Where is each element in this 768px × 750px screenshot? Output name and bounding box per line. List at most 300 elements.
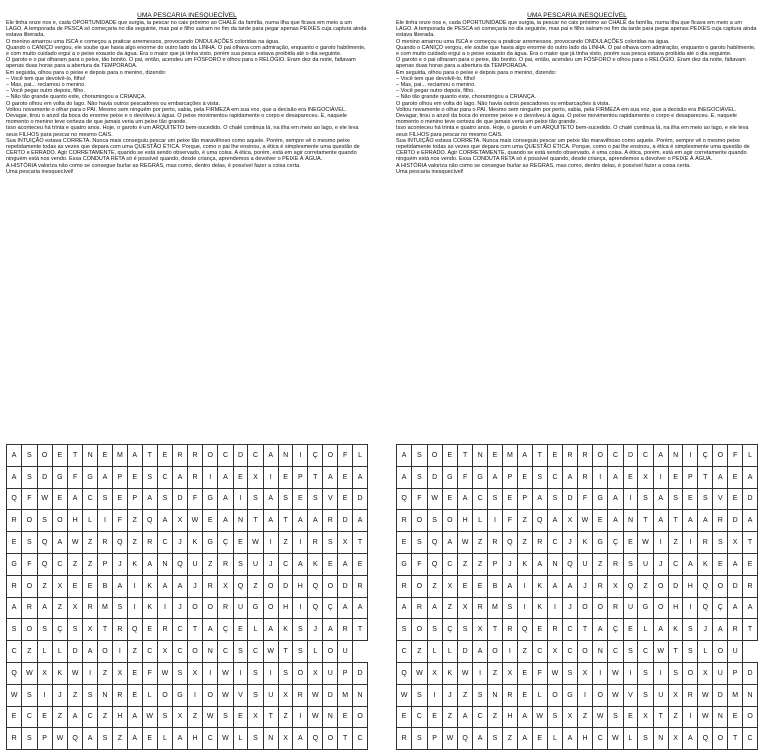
grid-cell: C: [397, 641, 412, 663]
grid-cell: C: [248, 641, 263, 663]
grid-cell: K: [142, 597, 157, 619]
story-paragraph: – Não tão grande quanto este, choramingou a CRIANÇA.: [396, 94, 537, 101]
grid-cell: A: [218, 510, 233, 532]
grid-cell: T: [68, 445, 83, 467]
grid-cell: Z: [442, 597, 457, 619]
grid-cell: G: [203, 488, 218, 510]
grid-cell: F: [22, 553, 37, 575]
grid-cell: X: [698, 662, 713, 684]
grid-cell: I: [37, 684, 52, 706]
grid-cell: C: [353, 728, 368, 750]
grid-cell: A: [338, 597, 353, 619]
grid-cell: D: [233, 445, 248, 467]
grid-cell: S: [112, 597, 127, 619]
grid-cell: P: [502, 466, 517, 488]
grid-cell: Z: [458, 684, 473, 706]
grid-cell: X: [638, 706, 653, 728]
grid-cell: G: [203, 532, 218, 554]
grid-cell: A: [173, 575, 188, 597]
grid-cell: A: [142, 488, 157, 510]
grid-cell: I: [203, 662, 218, 684]
grid-cell: S: [22, 532, 37, 554]
grid-cell: A: [743, 466, 758, 488]
grid-cell: T: [278, 641, 293, 663]
grid-cell: Q: [308, 597, 323, 619]
grid-cell: K: [668, 619, 683, 641]
grid-cell: S: [293, 619, 308, 641]
grid-cell: R: [187, 445, 202, 467]
grid-cell: S: [683, 619, 698, 641]
grid-cell: R: [577, 445, 592, 467]
grid-cell: I: [233, 488, 248, 510]
grid-cell: I: [293, 532, 308, 554]
grid-cell: L: [547, 728, 562, 750]
grid-cell: N: [157, 553, 172, 575]
grid-cell: T: [743, 532, 758, 554]
story-title: UMA PESCARIA INESQUECÍVEL: [527, 12, 627, 19]
grid-row: [7, 553, 368, 575]
grid-cell: A: [293, 510, 308, 532]
grid-cell: D: [173, 488, 188, 510]
grid-cell: S: [412, 728, 427, 750]
grid-cell: B: [98, 575, 113, 597]
grid-cell: D: [278, 575, 293, 597]
grid-cell: O: [713, 445, 728, 467]
grid-cell: Z: [668, 706, 683, 728]
grid-cell: A: [127, 728, 142, 750]
grid-cell: S: [488, 488, 503, 510]
grid-cell: E: [157, 445, 172, 467]
grid-cell: A: [127, 706, 142, 728]
grid-cell: W: [608, 662, 623, 684]
grid-cell: O: [743, 706, 758, 728]
grid-cell: L: [743, 445, 758, 467]
story-paragraph: Ele tinha onze nos e, cada OPORTUNIDADE que surgia, ia pescar no cais próximo ao CHALÉ da família, numa ilha que ficava em meio a um LAGO. A temporada de PESCA só começaria no dia seguinte, mas pai e filho saíram no fim da tarde para pegar apenas PEIXES cuja captura ainda estava liberada.: [6, 20, 368, 39]
grid-cell: W: [157, 662, 172, 684]
grid-row: [397, 445, 758, 467]
grid-cell: S: [248, 684, 263, 706]
grid-cell: K: [577, 532, 592, 554]
grid-cell: Q: [308, 575, 323, 597]
story-paragraph: – Você tem que devolvê-lo, filho!: [6, 75, 86, 82]
grid-row: [7, 619, 368, 641]
grid-cell: A: [7, 466, 22, 488]
grid-cell: G: [7, 553, 22, 575]
grid-cell: Q: [37, 553, 52, 575]
grid-cell: W: [458, 532, 473, 554]
grid-cell: J: [112, 553, 127, 575]
grid-cell: R: [713, 510, 728, 532]
grid-cell: K: [698, 553, 713, 575]
grid-cell: E: [668, 466, 683, 488]
story-paragraph: Ele tinha onze nos e, cada OPORTUNIDADE que surgia, ia pescar no cais próximo ao CHALÉ da família, numa ilha que ficava em meio a um LAGO. A temporada de PESCA só começaria no dia seguinte, mas pai e filho saíram no fim da tarde para pegar apenas PEIXES cuja captura ainda estava liberada.: [396, 20, 758, 39]
grid-row: [397, 597, 758, 619]
grid-cell: A: [83, 728, 98, 750]
grid-cell: R: [187, 466, 202, 488]
grid-cell: J: [563, 597, 578, 619]
grid-cell: O: [98, 641, 113, 663]
grid-cell: D: [323, 684, 338, 706]
grid-cell: X: [577, 662, 592, 684]
grid-cell: Z: [127, 641, 142, 663]
grid-cell: C: [22, 706, 37, 728]
grid-cell: Q: [698, 597, 713, 619]
grid-cell: E: [517, 684, 532, 706]
grid-cell: E: [142, 619, 157, 641]
grid-cell: R: [683, 684, 698, 706]
grid-cell: E: [293, 488, 308, 510]
grid-cell: W: [593, 706, 608, 728]
grid-cell: C: [52, 553, 67, 575]
grid-cell: W: [68, 662, 83, 684]
grid-cell: E: [488, 445, 503, 467]
grid-cell: Q: [308, 728, 323, 750]
grid-cell: C: [532, 641, 547, 663]
grid-cell: Z: [37, 575, 52, 597]
grid-cell: Ç: [323, 597, 338, 619]
grid-cell: W: [442, 728, 457, 750]
grid-cell: U: [263, 684, 278, 706]
grid-row: [7, 684, 368, 706]
grid-cell: J: [52, 684, 67, 706]
grid-cell: J: [653, 553, 668, 575]
grid-cell: O: [263, 575, 278, 597]
grid-cell: Z: [112, 728, 127, 750]
grid-cell: A: [293, 553, 308, 575]
grid-cell: O: [683, 662, 698, 684]
grid-cell: S: [427, 619, 442, 641]
grid-cell: O: [713, 641, 728, 663]
grid-cell: X: [187, 662, 202, 684]
grid-cell: I: [653, 662, 668, 684]
grid-cell: X: [563, 706, 578, 728]
grid-cell: E: [68, 575, 83, 597]
grid-cell: I: [593, 662, 608, 684]
grid-cell: R: [338, 619, 353, 641]
grid-cell: G: [397, 553, 412, 575]
grid-cell: E: [397, 532, 412, 554]
grid-cell: L: [248, 619, 263, 641]
grid-cell: S: [608, 706, 623, 728]
grid-cell: M: [502, 445, 517, 467]
grid-cell: Ç: [698, 445, 713, 467]
grid-cell: Z: [668, 532, 683, 554]
grid-cell: A: [608, 510, 623, 532]
grid-cell: H: [68, 510, 83, 532]
grid-row: [397, 728, 758, 750]
grid-cell: W: [263, 641, 278, 663]
grid-cell: I: [263, 662, 278, 684]
story-paragraph: Em seguida, olhou para o peixe e depois para o menino, dizendo:: [396, 69, 557, 76]
grid-cell: L: [623, 728, 638, 750]
story-paragraph: – Você pegar outro depois, filho.: [396, 88, 475, 95]
grid-cell: W: [638, 532, 653, 554]
grid-cell: L: [52, 641, 67, 663]
grid-cell: E: [83, 575, 98, 597]
grid-cell: R: [353, 575, 368, 597]
grid-cell: O: [577, 597, 592, 619]
grid-cell: Z: [83, 553, 98, 575]
grid-cell: B: [488, 575, 503, 597]
grid-cell: P: [488, 553, 503, 575]
grid-cell: S: [22, 466, 37, 488]
grid-cell: X: [308, 662, 323, 684]
grid-cell: E: [473, 575, 488, 597]
grid-cell: I: [473, 662, 488, 684]
grid-cell: Z: [98, 706, 113, 728]
grid-cell: O: [593, 684, 608, 706]
grid-cell: X: [68, 597, 83, 619]
grid-cell: E: [338, 706, 353, 728]
grid-cell: W: [458, 662, 473, 684]
grid-cell: J: [563, 532, 578, 554]
grid-cell: T: [743, 619, 758, 641]
grid-cell: W: [608, 728, 623, 750]
grid-cell: M: [338, 684, 353, 706]
grid-cell: O: [427, 445, 442, 467]
story-text: [6, 20, 368, 175]
grid-row: [7, 575, 368, 597]
grid-cell: D: [353, 662, 368, 684]
grid-cell: C: [173, 641, 188, 663]
grid-cell: S: [532, 466, 547, 488]
grid-cell: N: [98, 684, 113, 706]
grid-cell: W: [412, 662, 427, 684]
grid-cell: R: [173, 445, 188, 467]
grid-cell: Ç: [442, 619, 457, 641]
grid-cell: Q: [502, 532, 517, 554]
grid-cell: A: [353, 597, 368, 619]
grid-cell: R: [22, 597, 37, 619]
grid-cell: R: [397, 510, 412, 532]
grid-cell: W: [68, 532, 83, 554]
grid-cell: S: [397, 619, 412, 641]
grid-cell: W: [427, 488, 442, 510]
grid-cell: R: [728, 619, 743, 641]
grid-cell: X: [218, 575, 233, 597]
grid-cell: Ç: [218, 619, 233, 641]
grid-cell: A: [547, 575, 562, 597]
grid-cell: T: [638, 510, 653, 532]
grid-cell: O: [22, 619, 37, 641]
grid-cell: O: [187, 597, 202, 619]
grid-cell: I: [263, 532, 278, 554]
grid-cell: A: [173, 728, 188, 750]
story-paragraph: O menino amarrou uma ISCA e começou a praticar arremessos, provocando ONDULAÇÕES coloridas na água.: [6, 38, 280, 45]
grid-cell: S: [157, 706, 172, 728]
story-paragraph: – Você tem que devolvê-lo, filho!: [396, 75, 476, 82]
grid-cell: I: [293, 445, 308, 467]
grid-cell: L: [353, 445, 368, 467]
grid-cell: A: [293, 728, 308, 750]
grid-cell: U: [577, 553, 592, 575]
grid-cell: X: [248, 706, 263, 728]
grid-cell: O: [412, 619, 427, 641]
grid-cell: O: [323, 641, 338, 663]
grid-cell: R: [488, 532, 503, 554]
grid-cell: A: [218, 466, 233, 488]
grid-cell: D: [353, 488, 368, 510]
grid-cell: O: [653, 597, 668, 619]
grid-cell: V: [713, 488, 728, 510]
grid-row: [397, 532, 758, 554]
grid-cell: A: [517, 706, 532, 728]
grid-cell: G: [563, 684, 578, 706]
grid-cell: R: [7, 575, 22, 597]
grid-cell: X: [112, 662, 127, 684]
grid-cell: A: [323, 466, 338, 488]
grid-cell: E: [593, 510, 608, 532]
grid-cell: E: [397, 706, 412, 728]
grid-cell: A: [52, 532, 67, 554]
grid-cell: S: [683, 641, 698, 663]
grid-cell: G: [593, 488, 608, 510]
grid-cell: L: [427, 641, 442, 663]
grid-cell: U: [323, 662, 338, 684]
grid-cell: C: [638, 641, 653, 663]
grid-cell: C: [173, 619, 188, 641]
grid-cell: L: [442, 641, 457, 663]
grid-cell: F: [142, 662, 157, 684]
grid-cell: E: [233, 532, 248, 554]
grid-cell: I: [293, 706, 308, 728]
grid-cell: A: [713, 619, 728, 641]
grid-cell: J: [173, 597, 188, 619]
grid-cell: A: [563, 728, 578, 750]
grid-cell: X: [37, 662, 52, 684]
grid-cell: A: [653, 488, 668, 510]
story-paragraph: O garoto e o pai olharam para o peixe, tão bonito. O pai, então, acendeu um FÓSFORO e olhou para o RELÓGIO. Eram dez da noite, faltavam apenas duas horas para a abertura da TEMPORADA.: [396, 57, 748, 70]
grid-cell: T: [577, 619, 592, 641]
grid-cell: X: [278, 728, 293, 750]
grid-cell: W: [248, 532, 263, 554]
grid-cell: I: [653, 532, 668, 554]
grid-cell: P: [293, 466, 308, 488]
story-paragraph: – Mas, pai... reclamou o menino.: [396, 82, 476, 89]
grid-cell: P: [427, 728, 442, 750]
grid-cell: Z: [203, 553, 218, 575]
grid-cell: N: [593, 641, 608, 663]
grid-cell: C: [248, 445, 263, 467]
grid-cell: H: [683, 575, 698, 597]
grid-cell: S: [502, 597, 517, 619]
grid-cell: S: [412, 532, 427, 554]
grid-cell: O: [293, 662, 308, 684]
grid-cell: A: [323, 619, 338, 641]
grid-cell: D: [623, 445, 638, 467]
grid-row: [7, 662, 368, 684]
grid-row: [397, 510, 758, 532]
grid-cell: A: [517, 445, 532, 467]
story-title: UMA PESCARIA INESQUECÍVEL: [137, 12, 237, 19]
grid-cell: I: [683, 706, 698, 728]
grid-cell: T: [532, 445, 547, 467]
grid-cell: D: [338, 510, 353, 532]
grid-row: [7, 728, 368, 750]
grid-cell: O: [353, 706, 368, 728]
grid-cell: T: [728, 728, 743, 750]
grid-cell: X: [442, 575, 457, 597]
grid-cell: D: [458, 641, 473, 663]
grid-cell: F: [458, 466, 473, 488]
grid-cell: Z: [488, 706, 503, 728]
grid-cell: T: [668, 510, 683, 532]
grid-cell: E: [442, 488, 457, 510]
grid-cell: C: [743, 728, 758, 750]
grid-row: [397, 706, 758, 728]
grid-cell: I: [653, 466, 668, 488]
grid-cell: X: [638, 466, 653, 488]
grid-cell: A: [563, 466, 578, 488]
grid-cell: T: [142, 445, 157, 467]
grid-cell: D: [728, 575, 743, 597]
grid-cell: S: [22, 445, 37, 467]
grid-cell: A: [7, 597, 22, 619]
grid-cell: F: [338, 445, 353, 467]
grid-row: [397, 466, 758, 488]
grid-cell: T: [458, 445, 473, 467]
grid-cell: T: [263, 706, 278, 728]
grid-cell: Z: [68, 553, 83, 575]
grid-cell: E: [142, 728, 157, 750]
grid-cell: Q: [698, 728, 713, 750]
grid-cell: R: [112, 619, 127, 641]
grid-cell: S: [638, 684, 653, 706]
story-paragraph: – Não tão grande quanto este, choramingou a CRIANÇA.: [6, 94, 147, 101]
grid-cell: E: [547, 445, 562, 467]
grid-cell: A: [563, 575, 578, 597]
grid-cell: W: [187, 510, 202, 532]
grid-cell: P: [728, 662, 743, 684]
grid-cell: Q: [427, 532, 442, 554]
grid-cell: I: [517, 597, 532, 619]
grid-cell: R: [608, 553, 623, 575]
story-paragraph: Voltou novamente o olhar para o PAI. Mesmo sem ninguém por perto, sabia, pela FIRMEZA em sua voz, que a decisão era INEGOCIÁVEL.: [396, 106, 737, 113]
grid-cell: O: [412, 510, 427, 532]
grid-cell: Q: [623, 575, 638, 597]
grid-cell: K: [127, 553, 142, 575]
grid-cell: M: [488, 597, 503, 619]
grid-cell: U: [638, 553, 653, 575]
grid-cell: W: [22, 662, 37, 684]
grid-cell: D: [668, 575, 683, 597]
grid-cell: S: [173, 662, 188, 684]
grid-cell: U: [653, 684, 668, 706]
grid-cell: S: [68, 619, 83, 641]
grid-cell: N: [233, 510, 248, 532]
grid-cell: O: [547, 684, 562, 706]
grid-cell: T: [698, 466, 713, 488]
grid-cell: T: [98, 619, 113, 641]
grid-cell: C: [638, 445, 653, 467]
grid-cell: Z: [473, 553, 488, 575]
grid-cell: L: [233, 728, 248, 750]
grid-cell: U: [233, 597, 248, 619]
grid-cell: A: [728, 597, 743, 619]
grid-cell: X: [608, 575, 623, 597]
grid-cell: A: [397, 445, 412, 467]
grid-cell: I: [502, 641, 517, 663]
grid-cell: N: [743, 684, 758, 706]
grid-cell: D: [338, 575, 353, 597]
grid-cell: X: [338, 532, 353, 554]
grid-cell: J: [173, 532, 188, 554]
grid-cell: I: [488, 510, 503, 532]
grid-cell: A: [608, 466, 623, 488]
grid-cell: A: [473, 641, 488, 663]
grid-cell: R: [83, 597, 98, 619]
grid-cell: E: [338, 488, 353, 510]
